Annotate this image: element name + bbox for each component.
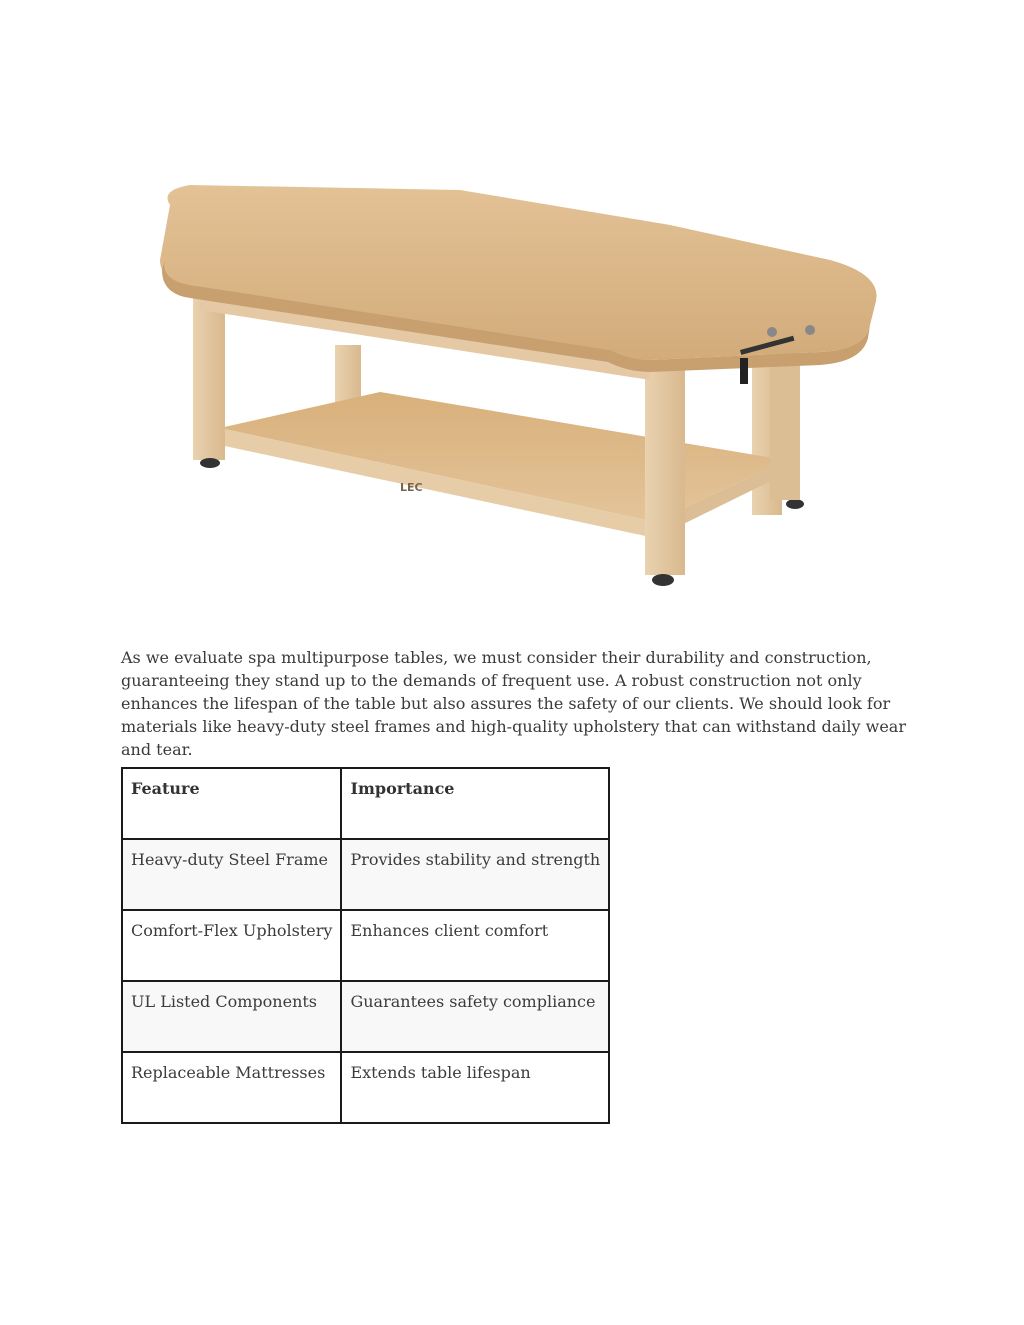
body-paragraph: As we evaluate spa multipurpose tables, we must consider their durability and construction, guaranteeing they stand up to the demands of frequent use. A robust construction not only enhances the lifespan of the table but also assures the safety of our clients. We should look for materials like heavy-duty steel frames and high-quality upholstery that can withstand daily wear and tear. xyxy=(121,648,906,759)
crank-grip xyxy=(740,358,748,384)
features-table xyxy=(121,767,610,1124)
right-leg xyxy=(770,350,800,500)
importance-cell: Guarantees safety compliance xyxy=(341,981,609,1052)
feature-cell: Comfort-Flex Upholstery xyxy=(122,910,341,981)
feature-cell: Heavy-duty Steel Frame xyxy=(122,839,341,910)
table-row xyxy=(122,981,609,1052)
feature-cell: Replaceable Mattresses xyxy=(122,1052,341,1123)
importance-cell: Extends table lifespan xyxy=(341,1052,609,1123)
feature-cell: UL Listed Components xyxy=(122,981,341,1052)
foot xyxy=(200,458,220,468)
header-feature: Feature xyxy=(122,768,341,839)
header-importance: Importance xyxy=(341,768,609,839)
importance-cell: Provides stability and strength xyxy=(341,839,609,910)
table-row xyxy=(122,910,609,981)
importance-cell: Enhances client comfort xyxy=(341,910,609,981)
brand-logo: LEC xyxy=(400,481,423,494)
front-right-leg xyxy=(645,360,685,575)
table-row xyxy=(122,839,609,910)
foot xyxy=(652,574,674,586)
foot xyxy=(786,499,804,509)
table-header-row xyxy=(122,768,609,839)
spa-table-image xyxy=(130,110,910,610)
front-left-leg xyxy=(193,290,225,460)
table-row xyxy=(122,1052,609,1123)
